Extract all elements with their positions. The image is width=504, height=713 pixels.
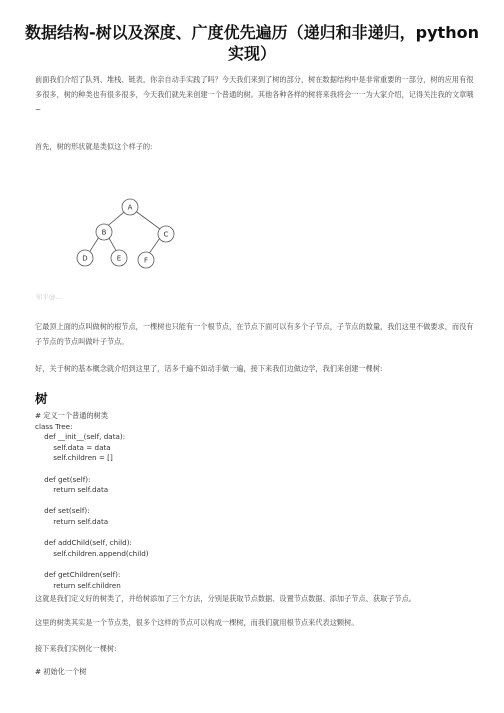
instantiate-paragraph: 接下来我们实例化一棵树: [35,644,117,653]
class-description-paragraph: 这就是我们定义好的树类了，并给树添加了三个方法，分别是获取节点数据、设置节点数据、添加子节点、获取子节点。 [35,594,416,603]
code-line: def getChildren(self): [35,569,121,579]
image-watermark: 知乎@… [36,293,62,301]
code-line: # 定义一个普通的树类 [35,411,108,420]
code-line: def addChild(self, child): [35,538,132,548]
tree-label-d: D [82,254,88,263]
code-line: self.children = [] [35,453,113,463]
code-line: return self.data [35,485,109,495]
node-description-paragraph: 这里的树类其实是一个节点类，很多个这样的节点可以构成一棵树，而我们就用根节点来代表这颗树。 [35,618,359,627]
tree-label-b: B [101,228,107,237]
shape-intro-paragraph: 首先，树的形状就是类似这个样子的: [35,142,153,151]
code-block-tree-class [35,411,475,591]
section-heading-tree: 树 [35,391,48,406]
code-line [35,464,475,475]
code-line: return self.children [35,580,121,590]
basics-done-paragraph: 好，关于树的基本概念就介绍到这里了，话多千遍不如动手做一遍，接下来我们边做边学，我们来创建一棵树: [35,364,383,373]
tree-label-f: F [143,256,149,265]
code-line [35,496,475,507]
code-line: self.data = data [35,442,111,452]
root-description-paragraph: 它最顶上面的点叫做树的根节点，一棵树也只能有一个根节点，在节点下面可以有多个子节点，子节点的数量，我们这里不做要求，而没有子节点的节点叫做叶子节点。 [35,322,474,346]
tree-diagram [60,188,200,308]
code-line: # 初始化一个树 [35,667,87,676]
code-line: def __init__(self, data): [35,432,126,442]
code-block-init-tree [35,667,475,678]
code-line: def get(self): [35,474,91,484]
tree-label-c: C [163,230,169,239]
code-line [35,528,475,539]
tree-label-a: A [127,203,133,212]
intro-paragraph: 前面我们介绍了队列、堆栈、链表，你亲自动手实践了吗？今天我们来到了树的部分，树在数据结构中是非常重要的一部分，树的应用有很多很多，树的种类也有很多很多，今天我们就先来创建一个普通的树。其他各种各样的树将来我将会一一为大家介绍，记得关注我的文章哦~ [35,75,474,114]
page-title: 数据结构-树以及深度、广度优先遍历（递归和非递归，python实现） [25,23,479,63]
code-line [35,559,475,570]
code-line: def set(self): [35,506,90,516]
code-line: self.children.append(child) [35,548,149,558]
tree-label-e: E [116,254,122,263]
code-line: return self.data [35,516,109,526]
code-line: class Tree: [35,421,73,431]
